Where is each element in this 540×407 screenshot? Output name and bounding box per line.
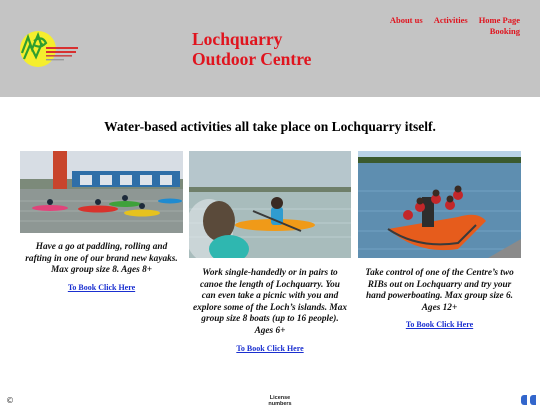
centre-logo[interactable] bbox=[16, 27, 80, 69]
nav-booking[interactable]: Booking bbox=[489, 26, 520, 36]
kayaks-on-loch-photo bbox=[20, 151, 183, 233]
social-icon[interactable] bbox=[521, 395, 527, 405]
copyright-icon: © bbox=[6, 396, 14, 405]
site-title-line-2: Outdoor Centre bbox=[192, 49, 312, 69]
nav-about-us[interactable]: About us bbox=[389, 15, 423, 25]
book-canoeing-link[interactable]: To Book Click Here bbox=[236, 343, 304, 353]
activity-kayaking-caption: Have a go at paddling, rolling and rafting in one of our brand new kayaks. Max group size 8. Ages 8+ bbox=[25, 242, 178, 276]
activity-powerboating bbox=[358, 151, 521, 332]
book-powerboating-link[interactable]: To Book Click Here bbox=[405, 320, 474, 330]
book-kayaking-link[interactable]: To Book Click Here bbox=[67, 282, 136, 292]
canoe-paddlers-photo bbox=[189, 151, 351, 258]
top-nav bbox=[390, 15, 520, 37]
logo-graphic bbox=[16, 27, 80, 69]
activity-kayaking bbox=[20, 151, 183, 295]
nav-home-page[interactable]: Home Page bbox=[478, 15, 520, 25]
activity-powerboating-caption: Take control of one of the Centre’s two RIBs out on Lochquarry and try your hand powerboating. Max group size 6. Ages 12+ bbox=[365, 268, 514, 313]
footer-social-icons bbox=[521, 395, 536, 405]
rib-powerboat-photo bbox=[358, 151, 521, 258]
nav-activities[interactable]: Activities bbox=[433, 15, 468, 25]
site-header bbox=[0, 0, 540, 97]
site-title-line-1: Lochquarry bbox=[192, 29, 283, 49]
activity-canoeing-caption: Work single-handedly or in pairs to canoe the length of Lochquarry. You can even take a picnic with you and explore some of the Loch’s islands. Max group size 8 boats (up to 16 people). Ages 6+ bbox=[193, 268, 347, 336]
activity-canoeing bbox=[189, 151, 351, 356]
site-title bbox=[192, 29, 311, 69]
intro-heading: Water-based activities all take place on Lochquarry itself. bbox=[104, 119, 436, 134]
license-numbers-label: License numbers bbox=[268, 395, 292, 407]
social-icon[interactable] bbox=[530, 395, 536, 405]
